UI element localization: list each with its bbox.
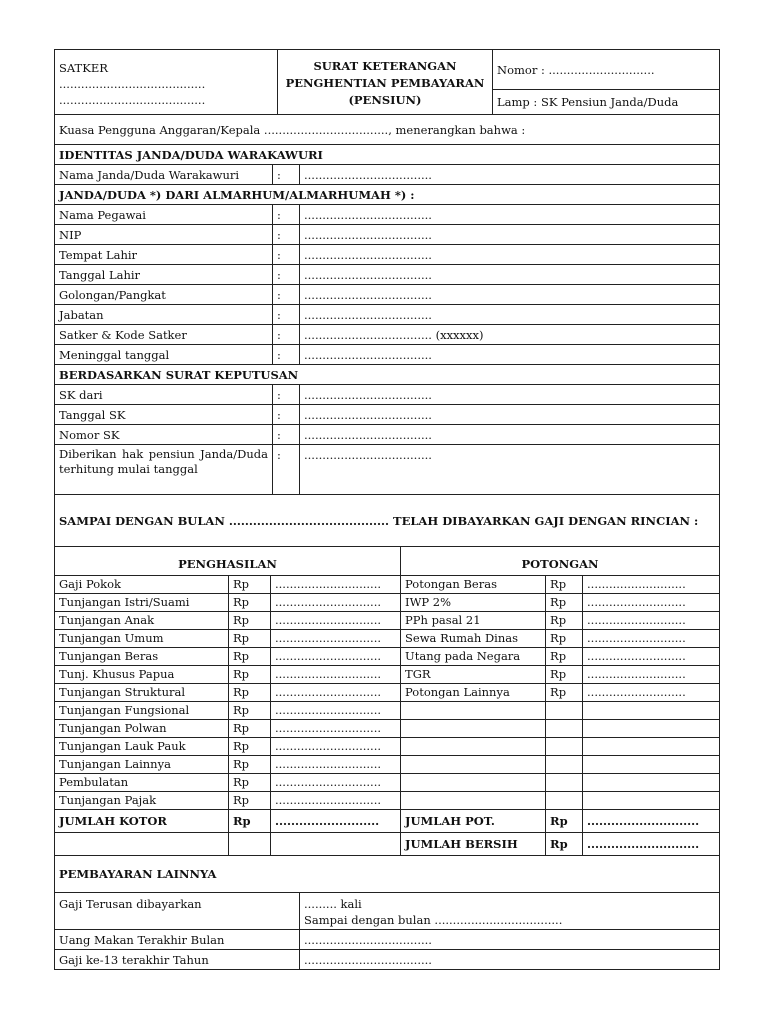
potongan-value: [583, 756, 720, 774]
row-colon: :: [273, 325, 300, 345]
form-row: [55, 405, 720, 425]
row-label: Satker & Kode Satker: [55, 325, 273, 345]
uang-makan-label: Uang Makan Terakhir Bulan: [55, 930, 300, 950]
rincian-row: [55, 720, 720, 738]
potongan-value: ...........................: [583, 594, 720, 612]
row-label: Golongan/Pangkat: [55, 285, 273, 305]
potongan-rp: [546, 702, 583, 720]
diberikan-label: Diberikan hak pensiun Janda/Duda terhitung mulai tanggal: [55, 445, 273, 495]
penghasilan-value: .............................: [271, 648, 401, 666]
potongan-rp: Rp: [546, 612, 583, 630]
row-colon: :: [273, 265, 300, 285]
jumlah-bersih-rp: Rp: [546, 833, 583, 856]
penghasilan-label: Tunjangan Lauk Pauk: [55, 738, 229, 756]
empty-cell: [271, 833, 401, 856]
jumlah-row: [55, 810, 720, 833]
jumlah-kotor-rp: Rp: [229, 810, 271, 833]
empty-cell: [229, 833, 271, 856]
potongan-label: [401, 738, 546, 756]
potongan-label: [401, 792, 546, 810]
potongan-label: TGR: [401, 666, 546, 684]
satker-cell: [55, 50, 278, 115]
potongan-label: PPh pasal 21: [401, 612, 546, 630]
penghasilan-label: Gaji Pokok: [55, 576, 229, 594]
title-line-2: PENGHENTIAN PEMBAYARAN: [285, 76, 485, 90]
form-row: [55, 285, 720, 305]
almarhum-heading: JANDA/DUDA *) DARI ALMARHUM/ALMARHUMAH *) :: [55, 185, 720, 205]
header-table: [54, 49, 720, 115]
penghasilan-rp: Rp: [229, 576, 271, 594]
row-label: Tanggal Lahir: [55, 265, 273, 285]
potongan-rp: [546, 792, 583, 810]
penghasilan-label: Tunjangan Beras: [55, 648, 229, 666]
potongan-rp: Rp: [546, 666, 583, 684]
empty-cell: [55, 833, 229, 856]
potongan-rp: [546, 720, 583, 738]
form-row: [55, 930, 720, 950]
penghasilan-label: Tunjangan Istri/Suami: [55, 594, 229, 612]
form-row: [55, 893, 720, 930]
potongan-rp: [546, 774, 583, 792]
row-value: ...................................: [300, 245, 720, 265]
potongan-label: [401, 702, 546, 720]
form-row: [55, 325, 720, 345]
row-colon: :: [273, 245, 300, 265]
title-line-1: SURAT KETERANGAN: [313, 59, 457, 73]
potongan-label: Potongan Lainnya: [401, 684, 546, 702]
row-label: Tempat Lahir: [55, 245, 273, 265]
penghasilan-label: Tunjangan Pajak: [55, 792, 229, 810]
penghasilan-rp: Rp: [229, 612, 271, 630]
penghasilan-value: .............................: [271, 774, 401, 792]
potongan-heading: POTONGAN: [401, 547, 720, 576]
penghasilan-label: Tunjangan Lainnya: [55, 756, 229, 774]
penghasilan-label: Tunjangan Anak: [55, 612, 229, 630]
potongan-label: [401, 774, 546, 792]
penghasilan-value: .............................: [271, 756, 401, 774]
gaji13-label: Gaji ke-13 terakhir Tahun: [55, 950, 300, 970]
potongan-rp: Rp: [546, 684, 583, 702]
form-row: [55, 950, 720, 970]
penghasilan-value: .............................: [271, 738, 401, 756]
row-colon: :: [273, 425, 300, 445]
penghasilan-rp: Rp: [229, 666, 271, 684]
form-row: [55, 345, 720, 365]
gaji13-value: ...................................: [300, 950, 720, 970]
potongan-rp: Rp: [546, 594, 583, 612]
potongan-value: [583, 702, 720, 720]
penghasilan-rp: Rp: [229, 792, 271, 810]
gaji-terusan-line-2: Sampai dengan bulan ...................................: [304, 913, 563, 927]
rincian-row: [55, 612, 720, 630]
potongan-value: [583, 774, 720, 792]
uang-makan-value: ...................................: [300, 930, 720, 950]
row-value: ...................................: [300, 285, 720, 305]
form-row: [55, 225, 720, 245]
sampai-text: SAMPAI DENGAN BULAN ........................................ TELAH DIBAYARKAN GAJI DENGAN RINCIAN :: [55, 495, 720, 547]
penghasilan-label: Tunj. Khusus Papua: [55, 666, 229, 684]
potongan-rp: Rp: [546, 630, 583, 648]
rincian-row: [55, 594, 720, 612]
row-colon: :: [273, 445, 300, 495]
row-value: ...................................: [300, 385, 720, 405]
row-colon: :: [273, 225, 300, 245]
penghasilan-rp: Rp: [229, 648, 271, 666]
penghasilan-rp: Rp: [229, 630, 271, 648]
lainnya-heading: PEMBAYARAN LAINNYA: [55, 856, 720, 893]
form-row: [55, 205, 720, 225]
identity-table: [54, 114, 720, 547]
potongan-rp: Rp: [546, 576, 583, 594]
form-row: [55, 425, 720, 445]
potongan-value: ...........................: [583, 612, 720, 630]
row-colon: :: [273, 405, 300, 425]
jumlah-bersih-label: JUMLAH BERSIH: [401, 833, 546, 856]
row-value: ................................... (xxxxxx): [300, 325, 720, 345]
potongan-label: Sewa Rumah Dinas: [401, 630, 546, 648]
form-row: [55, 245, 720, 265]
jumlah-bersih-value: ............................: [583, 833, 720, 856]
potongan-rp: [546, 738, 583, 756]
potongan-label: [401, 756, 546, 774]
form-document: [54, 49, 720, 970]
jumlah-kotor-value: ..........................: [271, 810, 401, 833]
satker-label: SATKER: [59, 61, 108, 75]
jumlah-bersih-row: [55, 833, 720, 856]
rincian-row: [55, 684, 720, 702]
penghasilan-rp: Rp: [229, 684, 271, 702]
form-row: [55, 265, 720, 285]
satker-line-1: ........................................: [59, 77, 206, 91]
penghasilan-value: .............................: [271, 702, 401, 720]
potongan-value: ...........................: [583, 576, 720, 594]
potongan-value: ...........................: [583, 684, 720, 702]
gaji-terusan-value: [300, 893, 720, 930]
rincian-rows: [55, 576, 720, 810]
potongan-rp: [546, 756, 583, 774]
penghasilan-value: .............................: [271, 612, 401, 630]
rincian-row: [55, 774, 720, 792]
row-value: ...................................: [300, 225, 720, 245]
penghasilan-value: .............................: [271, 576, 401, 594]
rincian-row: [55, 630, 720, 648]
potongan-value: [583, 720, 720, 738]
row-value: ...................................: [300, 345, 720, 365]
penghasilan-rp: Rp: [229, 756, 271, 774]
penghasilan-value: .............................: [271, 684, 401, 702]
rincian-row: [55, 702, 720, 720]
penghasilan-label: Tunjangan Polwan: [55, 720, 229, 738]
potongan-value: ...........................: [583, 630, 720, 648]
penghasilan-heading: PENGHASILAN: [55, 547, 401, 576]
rincian-row: [55, 756, 720, 774]
potongan-label: Utang pada Negara: [401, 648, 546, 666]
jumlah-kotor-label: JUMLAH KOTOR: [55, 810, 229, 833]
potongan-label: IWP 2%: [401, 594, 546, 612]
row-colon: :: [273, 345, 300, 365]
penghasilan-label: Tunjangan Umum: [55, 630, 229, 648]
penghasilan-value: .............................: [271, 630, 401, 648]
jumlah-pot-rp: Rp: [546, 810, 583, 833]
gaji-terusan-line-1: ......... kali: [304, 897, 362, 911]
row-value: ...................................: [300, 205, 720, 225]
diberikan-value: ...................................: [300, 445, 720, 495]
rincian-row: [55, 666, 720, 684]
identitas-heading: IDENTITAS JANDA/DUDA WARAKAWURI: [55, 145, 720, 165]
rincian-row: [55, 576, 720, 594]
row-label: Tanggal SK: [55, 405, 273, 425]
jumlah-pot-label: JUMLAH POT.: [401, 810, 546, 833]
row-label: Nama Pegawai: [55, 205, 273, 225]
row-label: SK dari: [55, 385, 273, 405]
form-row: [55, 305, 720, 325]
row-colon: :: [273, 385, 300, 405]
form-row: [55, 165, 720, 185]
potongan-label: [401, 720, 546, 738]
penghasilan-label: Tunjangan Struktural: [55, 684, 229, 702]
row-value: ...................................: [300, 305, 720, 325]
potongan-rp: Rp: [546, 648, 583, 666]
rincian-row: [55, 648, 720, 666]
row-value: ...................................: [300, 165, 720, 185]
potongan-value: [583, 792, 720, 810]
potongan-value: [583, 738, 720, 756]
potongan-label: Potongan Beras: [401, 576, 546, 594]
rincian-row: [55, 792, 720, 810]
penghasilan-value: .............................: [271, 720, 401, 738]
penghasilan-rp: Rp: [229, 702, 271, 720]
nomor-field: Nomor : .............................: [493, 50, 720, 90]
row-label: Jabatan: [55, 305, 273, 325]
jumlah-pot-value: ............................: [583, 810, 720, 833]
title-line-3: (PENSIUN): [348, 93, 422, 107]
penghasilan-rp: Rp: [229, 738, 271, 756]
row-colon: :: [273, 165, 300, 185]
gaji-terusan-label: Gaji Terusan dibayarkan: [55, 893, 300, 930]
form-row: [55, 385, 720, 405]
row-colon: :: [273, 205, 300, 225]
intro-text: Kuasa Pengguna Anggaran/Kepala .................................., menerangkan bahwa :: [55, 115, 720, 145]
penghasilan-label: Tunjangan Fungsional: [55, 702, 229, 720]
row-value: ...................................: [300, 405, 720, 425]
lamp-field: Lamp : SK Pensiun Janda/Duda: [493, 90, 720, 115]
penghasilan-value: .............................: [271, 666, 401, 684]
penghasilan-value: .............................: [271, 792, 401, 810]
document-title: [278, 50, 493, 115]
potongan-value: ...........................: [583, 648, 720, 666]
rincian-row: [55, 738, 720, 756]
penghasilan-rp: Rp: [229, 720, 271, 738]
row-colon: :: [273, 305, 300, 325]
potongan-value: ...........................: [583, 666, 720, 684]
keputusan-heading: BERDASARKAN SURAT KEPUTUSAN: [55, 365, 720, 385]
row-label: Meninggal tanggal: [55, 345, 273, 365]
row-value: ...................................: [300, 425, 720, 445]
row-label: Nama Janda/Duda Warakawuri: [55, 165, 273, 185]
rincian-table: [54, 546, 720, 856]
lainnya-table: [54, 855, 720, 970]
penghasilan-value: .............................: [271, 594, 401, 612]
row-label: NIP: [55, 225, 273, 245]
satker-line-2: ........................................: [59, 93, 206, 107]
row-colon: :: [273, 285, 300, 305]
penghasilan-rp: Rp: [229, 594, 271, 612]
row-label: Nomor SK: [55, 425, 273, 445]
penghasilan-label: Pembulatan: [55, 774, 229, 792]
penghasilan-rp: Rp: [229, 774, 271, 792]
row-value: ...................................: [300, 265, 720, 285]
form-row: [55, 445, 720, 495]
